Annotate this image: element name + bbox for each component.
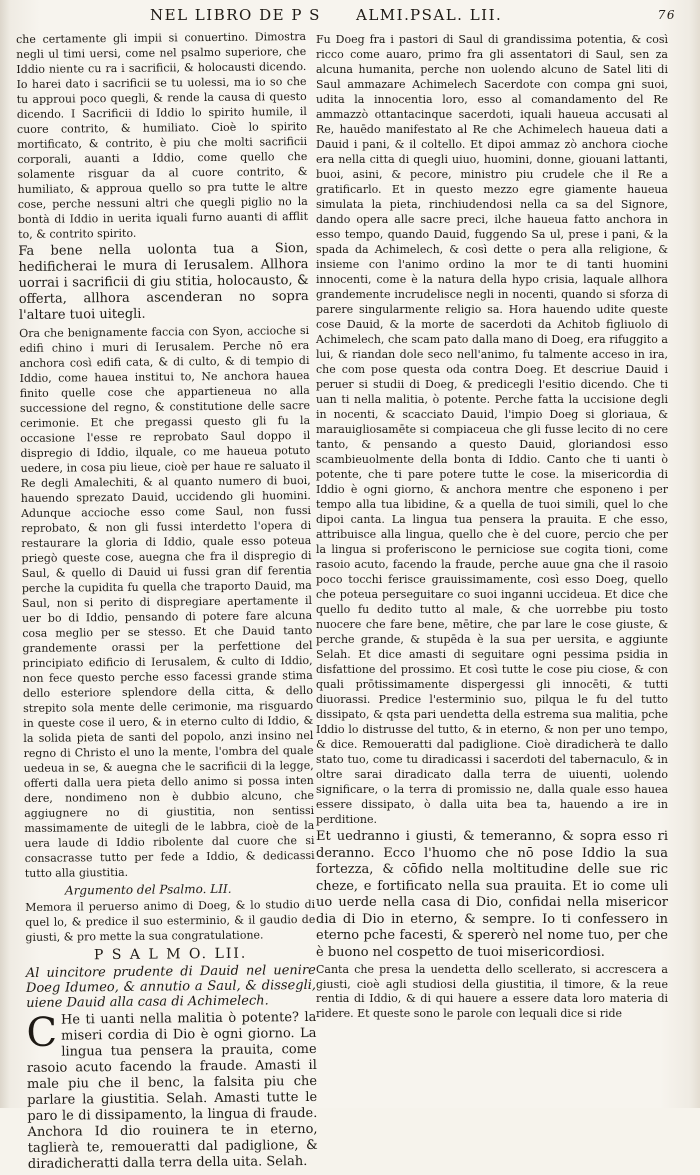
psalm-title: P S A L M O. LII. bbox=[93, 945, 248, 964]
commentary-paragraph: che certamente gli impii si conuertino. Dimostra negli ul timi uersi, come nel psalmo superiore, che Iddio niente cu ra i sacrificii, & holocausti dicendo. Io harei dato i sacrificii se tu uolessi, ma io so che tu approui poco quegli, & rende la causa di questo dicendo. I Sacrificii di Iddio lo spirito humile, il cuore contrito, & humiliato. Cioè lo spirito mortificato, & contrito, è piu che molti sacrificii corporali, auanti a Iddio, come quello che solamente risguar da al cuore contrito, & humiliato, & approua quello so pra tutte le altre cose, perche nessuni altri che quegli piglio no la bontà di Iddio in uerita iquali furno auanti di afflit to, & contrito spirito. bbox=[16, 29, 309, 241]
running-head-right: ALMI. bbox=[356, 6, 411, 24]
verse-headline: Fa bene nella uolonta tua a Sion, hedificherai le mura di Ierusalem. Allhora uorrai i sacrificii di giu stitia, holocausto, & offerta, allhora ascenderan no sopra l'altare tuoi uitegli. bbox=[18, 240, 309, 323]
psalm-incipit: Al uincitore prudente di Dauid nel uenire Doeg Idumeo, & annutio a Saul, & dissegli, uiene Dauid alla casa di Achimelech. bbox=[25, 962, 317, 1011]
running-head-left: NEL LIBRO DE P S bbox=[150, 6, 321, 24]
commentary-paragraph: Ora che benignamente faccia con Syon, accioche si edifi chino i muri di Ierusalem. Perche nō era anchora così edifi cata, & di culto, & di tempio di Iddio, come hauea institui to, Ne anchora hauea finito quelle cose che appartieneua no alla successione del regno, & constitutione delle sacre cerimonie. Et che pregassi questo gli fu la occasione l'esse re reprobato Saul doppo il dispregio di Iddio, ilquale, co me haueua potuto uedere, in cosa piu lieue, cioè per haue re saluato il Re degli Amalechiti, & al quanto numero di buoi, hauendo sprezato Dauid, uccidendo gli huomini. Adunque accioche esso come Saul, non fussi reprobato, & non gli fussi interdetto l'opera di restaurare la gloria di Iddio, quale esso poteua priegò queste cose, auegna che fra il dispregio di Saul, & quello di Dauid ui fussi gran dif ferentia perche la cupidita fu quella che traporto Dauid, ma Saul, non si perito di dispregiare apertamente il uer bo di Iddio, pensando di potere fare alcuna cosa meglio per se stesso. Et che Dauid tanto grandemente orassi per la perfettione del principiato edificio di Ierusalem, & culto di Iddio, non fece questo perche esso facessi grande stima dello esteriore splendore della citta, & dello strepito sola mente delle cerimonie, ma risguardo in queste cose il uero, & in eterno culto di Iddio, & la solida pieta de santi del popolo, anzi insino nel regno di Christo el uno la mente, l'ombra del quale uedeua in se, & auegna che le sacrificii di la legge, offerti dalla uera pieta dello animo si possa inten dere, nondimeno non è dubbio alcuno, che aggiugnere no di giustitia, non sentissi massimamente de uitegli de le labbra, cioè de la uera laude di Iddio ribolente dal cuore che si consacrasse tutto per fede a Iddio, & dedicassi tutto alla giustitia. bbox=[19, 323, 315, 880]
left-column bbox=[16, 29, 318, 1175]
commentary-paragraph: Fu Doeg fra i pastori di Saul di grandissima potentia, & così ricco come auaro, primo fra gli assentatori di Saul, sen za alcuna humanita, perche non uolendo alcuno de Satel liti di Saul ammazare Achimelech Sacerdote con compa gni suoi, udita la innocentia loro, esso al comandamento del Re ammazzò ottantacinque sacerdoti, iquali haueua accusati al Re, hauēdo manifestato al Re che Achimelech haueua dati a Dauid i pani, & il coltello. Et dipoi ammaz zò anchora cioche era nella citta di quegli uiuo, huomini, donne, giouani lattanti, buoi, asini, & pecore, ministro piu crudele che il Re a gratificarlo. Et in questo mezzo egre giamente haueua simulata la pieta, rinchiudendosi nella ca sa del Signore, dando opera alle sacre preci, ilche haueua fatto anchora in esso tempo, quando Dauid, fuggendo Sa ul, prese i pani, & la spada da Achimelech, & così dette o pera alla religione, & insieme con l'animo ordino la mor te di tanti huomini innocenti, come è la natura della hypo crisia, laquale allhora grandemente incrudelisce negli in nocenti, quando si sforza di parere singularmente religio sa. Hora hauendo udite queste cose Dauid, & la morte de sacerdoti da Achitob figliuolo di Achimelech, che scam pato dalla mano di Doeg, era rifuggito a lui, & riandan dole seco nell'animo, fu talmente acceso in ira, che com pose questa oda contra Doeg. Et descriue Dauid i peruer si studii di Doeg, & predicegli l'esitio dicendo. Che ti uan ti nella malitia, ò potente. Perche fatta la uccisione degli in nocenti, & scacciato Dauid, l'impio Doeg si gloriaua, & marauigliosamēte si compiaceua che gli fusse lecito di no cere tanto, & pensando a questo Dauid, gloriandosi esso scambieuolmente della bonta di Iddio. Canto che ti uanti ò potente, che ti pare potere tutte le cose. la misericordia di Iddio è ogni giorno, & anchora mentre che esponeno i per tempo alla tua libidine, & a quella de tuoi simili, quel lo che dipoi canta. La lingua tua pensera la prauita. E che esso, attribuisce alla lingua, quello che è del cuore, percio che per la lingua si proferiscono le perniciose sue cogita tioni, come rasoio acuto, facendo la fraude, perche auue gna che il rasoio poco tocchi ferisce grauissimamente, così esso Doeg, quello che poteua perseguitare co suoi inganni uccideua. Et dice che quello fu dedito tutto al male, & che uorrebbe piu tosto nuocere che fare bene, mētire, che par lare le cose giuste, & perche grande, & stupēda è la sua per uersita, e aggiunte Selah. Et dice amasti di seguitare ogni pessima psidia in disfattione del prossimo. Et così tutte le cose piu ciose, & con quali prōtissimamente dispergessi gli innocēti, & tutti diuorassi. Predice l'esterminio suo, pilqua le fu del tutto dissipato, & qsta pari uendetta della estrema sua malitia, pche Iddio lo distrusse del tutto, & in eterno, & non per uno tempo, & dice. Remoueratti dal padiglione. Cioè diradicherà te dallo stato tuo, come tu diradicassi i sacerdoti del tabernaculo, & in oltre sarai diradicato dalla terra de uiuenti, uolendo significare, o la terra di promissio ne, dalla quale esso hauea essere dissipato, ò dalla uita bea ta, hauendo a ire in perditione. bbox=[316, 33, 668, 826]
running-head-psalm: PSAL. LII. bbox=[410, 6, 503, 24]
running-head bbox=[150, 6, 680, 28]
drop-cap: C bbox=[26, 1009, 58, 1056]
psalm-body bbox=[26, 1010, 318, 1173]
argument-text: Memora il peruerso animo di Doeg, & lo studio di quel lo, & predice il suo esterminio, & il gaudio de giusti, & pro mette la sua congratulatione. bbox=[25, 897, 316, 944]
argument-title: Argumento del Psalmo. LII. bbox=[64, 881, 232, 898]
right-column bbox=[316, 32, 668, 1023]
psalm-body-continued: Et uedranno i giusti, & temeranno, & sopra esso ri deranno. Ecco l'huomo che nō pose Iddio la sua fortezza, & cōfido nella moltitudine delle sue ric cheze, e fortificato nella sua prauita. Et io come uli uo uerde nella casa di Dio, confidai nella misericor dia di Dio in eterno, & sempre. Io ti confessero in eterno pche facesti, & spererò nel nome tuo, per che è buono nel cospetto de tuoi misericordiosi. bbox=[316, 829, 668, 960]
commentary-tail: Canta che presa la uendetta dello scellerato, si accrescera a giusti, cioè agli studiosi della giustitia, il timore, & la reue rentia di Iddio, & di qui hauere a essere data loro materia di ridere. Et queste sono le parole con lequali dice si ride bbox=[316, 963, 668, 1020]
psalm-body-text: He ti uanti nella malitia ò potente? la miseri cordia di Dio è ogni giorno. La lingua tua pensera la prauita, come rasoio acuto facendo la fraude. Amasti il male piu che il benc, la falsita piu che parlare la giustitia. Selah. Amasti tutte le paro le di dissipamento, la lingua di fraude. Anchora Id dio rouinera te in eterno, taglierà te, remoueratti dal padiglione, & diradicheratti dalla terra della uita. Selah. bbox=[26, 1009, 318, 1172]
page-number: 76 bbox=[657, 8, 676, 22]
